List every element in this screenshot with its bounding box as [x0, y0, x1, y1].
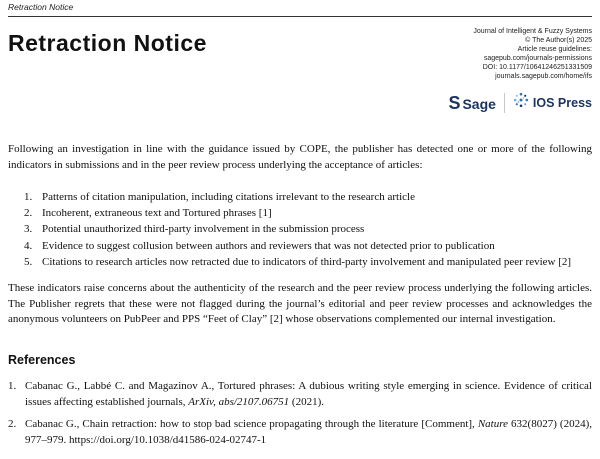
reference-text-post: 632(8027) (2024), 977–979. https://doi.org/10.1038/d41586-024-02747-1	[25, 418, 592, 446]
list-item	[24, 189, 592, 205]
reference-text	[25, 379, 592, 410]
reference-number: 2.	[8, 418, 17, 430]
list-item-number: 5.	[24, 255, 33, 268]
running-head: Retraction Notice	[8, 2, 74, 12]
reference-number: 1.	[8, 380, 17, 392]
journal-homepage-url: journals.sagepub.com/home/ifs	[495, 73, 592, 80]
header-rule	[8, 16, 592, 17]
list-item	[24, 221, 592, 237]
publisher-logos	[448, 92, 592, 113]
list-item-text: Evidence to suggest collusion between authors and reviewers that was not detected prior to publication	[42, 239, 495, 252]
ios-press-wordmark: IOS Press	[532, 95, 592, 110]
list-item	[24, 254, 592, 270]
list-item-text: Potential unauthorized third-party involvement in the submission process	[42, 223, 365, 236]
reference-text	[25, 417, 592, 448]
indicator-list	[24, 189, 592, 270]
reference-text-italic: ArXiv, abs/2107.06751	[188, 395, 290, 408]
reference-text-pre: Cabanac G., Labbé C. and Magazinov A., Tortured phrases: A dubious writing style emerging in science. Evidence of critical issues affecting established journals,	[25, 380, 592, 408]
list-item-number: 4.	[24, 239, 33, 252]
sage-logo	[448, 94, 495, 112]
copyright-line: © The Author(s) 2025	[525, 37, 592, 44]
reuse-guidelines-url: sagepub.com/journals-permissions	[483, 55, 592, 62]
reference-text-post: (2021).	[289, 395, 324, 408]
sage-wordmark: Sage	[462, 95, 496, 112]
intro-paragraph: Following an investigation in line with the guidance issued by COPE, the publisher has detected one or more of the following indicators in submissions and in the peer review process underlying the acceptance of articles:	[8, 143, 592, 171]
ios-press-globe-icon	[513, 92, 529, 113]
ios-press-logo	[513, 92, 592, 113]
reference-list	[8, 379, 592, 455]
reference-item	[8, 379, 592, 410]
list-item-number: 2.	[24, 207, 33, 220]
page-title: Retraction Notice	[8, 30, 207, 56]
reuse-guidelines-label: Article reuse guidelines:	[517, 46, 592, 53]
reference-text-italic: Nature	[477, 418, 508, 430]
list-item-text: Citations to research articles now retracted due to indicators of third-party involvement and manipulated peer review [2]	[42, 255, 572, 268]
reference-item	[8, 417, 592, 448]
sage-s-icon: S	[448, 92, 461, 113]
conclusion-paragraph: These indicators raise concerns about the authenticity of the research and the peer review process underlying the following articles. The Publisher regrets that these were not flagged during the journal’s editorial and peer review processes and acknowledges the anonymous volunteers on PubPeer and PPS “Feet of Clay” [2] whose observations complemented our internal investigation.	[8, 282, 592, 325]
list-item-number: 3.	[24, 223, 33, 236]
list-item-text: Patterns of citation manipulation, including citations irrelevant to the research article	[42, 191, 415, 203]
journal-name: Journal of Intelligent & Fuzzy Systems	[473, 28, 592, 35]
list-item	[24, 238, 592, 254]
list-item	[24, 205, 592, 221]
reference-text-pre: Cabanac G., Chain retraction: how to stop bad science propagating through the literature [Comment],	[25, 418, 478, 430]
list-item-number: 1.	[24, 191, 33, 203]
doi-line: DOI: 10.1177/10641246251331509	[482, 64, 592, 71]
journal-info-block	[473, 27, 592, 81]
logo-divider	[504, 93, 505, 113]
list-item-text: Incoherent, extraneous text and Tortured phrases [1]	[42, 207, 272, 220]
references-heading: References	[8, 353, 76, 367]
